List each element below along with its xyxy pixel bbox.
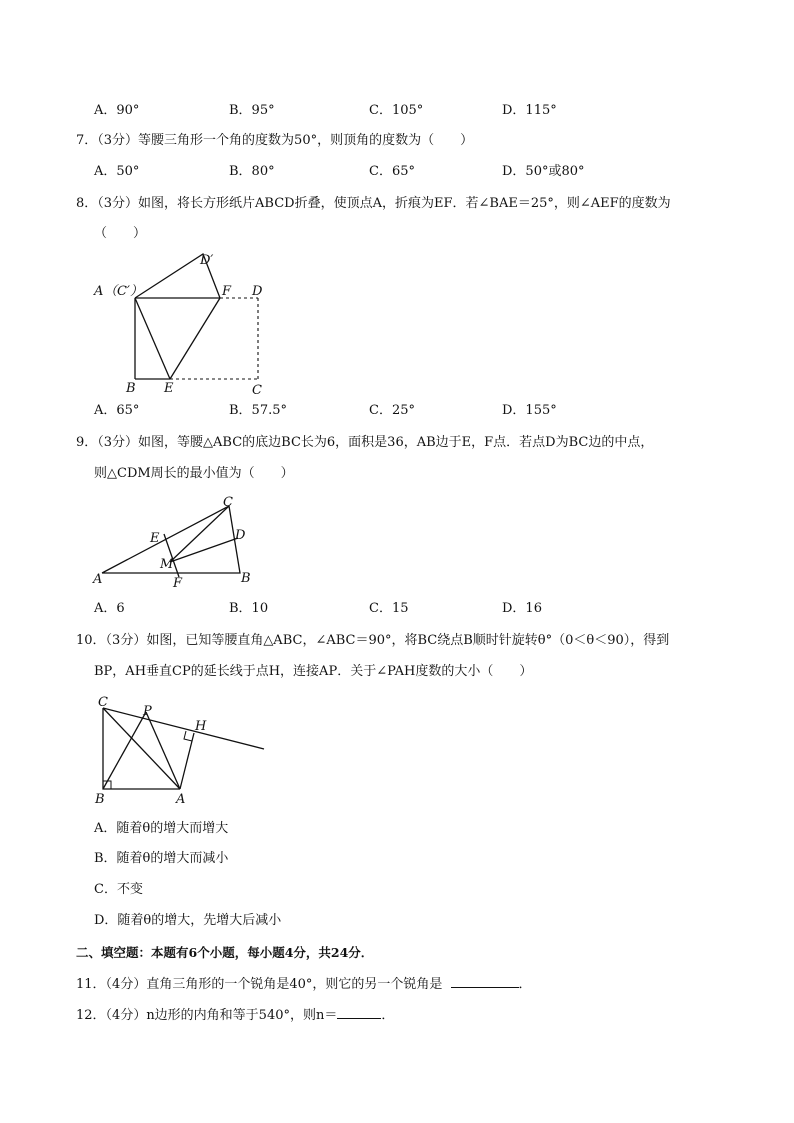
q8-label-d: D: [252, 284, 263, 299]
q8-stem-continued: （ ）: [94, 226, 147, 241]
q12-answer-blank[interactable]: [337, 1006, 381, 1019]
q10-label-p: P: [143, 704, 152, 719]
q9-stem: 9．（3分）如图，等腰△ABC的底边BC长为6，面积是36，AB边于E，F点．若点D为BC边的中点，: [76, 435, 654, 450]
q6-option-c: C．105°: [369, 103, 424, 118]
q9-label-d: D: [235, 528, 246, 543]
q10-label-h: H: [195, 719, 207, 734]
q10-option-b: B．随着θ的增大而减小: [94, 851, 229, 866]
q8-label-a: A: [94, 284, 104, 299]
q11-stem: 11．（4分）直角三角形的一个锐角是40°，则它的另一个锐角是: [76, 977, 443, 992]
q9-label-a: A: [93, 572, 103, 587]
q11-end: ．: [518, 977, 532, 992]
q10-stem-continued: BP，AH垂直CP的延长线于点H，连接AP．关于∠PAH度数的大小（ ）: [94, 664, 533, 679]
q9-label-b: B: [241, 571, 251, 586]
q8-label-e: E: [164, 381, 174, 396]
q9-option-d: D．16: [502, 601, 542, 616]
q9-figure: [90, 492, 260, 592]
q6-option-d: D．115°: [502, 103, 557, 118]
q7-option-d: D．50°或80°: [502, 164, 585, 179]
q9-option-c: C．15: [369, 601, 409, 616]
q7-option-b: B．80°: [229, 164, 275, 179]
q8-label-c-prime: （C′）: [104, 284, 143, 299]
q8-stem: 8．（3分）如图，将长方形纸片ABCD折叠，使顶点A，折痕为EF．若∠BAE＝25°，则∠AEF的度数为: [76, 196, 671, 211]
q8-option-a: A．65°: [94, 403, 140, 418]
q9-label-f: F: [173, 576, 183, 591]
q7-option-a: A．50°: [94, 164, 140, 179]
q10-label-a: A: [176, 792, 186, 807]
q7-option-c: C．65°: [369, 164, 415, 179]
q9-stem-continued: 则△CDM周长的最小值为（ ）: [94, 466, 294, 481]
q9-label-c: C: [223, 495, 233, 510]
q8-option-d: D．155°: [502, 403, 557, 418]
q6-option-a: A．90°: [94, 103, 140, 118]
q10-figure: [90, 690, 270, 810]
section-2-heading: 二、填空题：本题有6个小题，每小题4分，共24分．: [76, 945, 374, 960]
q10-option-c: C．不变: [94, 882, 143, 897]
q9-label-e: E: [150, 531, 160, 546]
q12-end: ．: [381, 1008, 395, 1023]
q8-label-d-prime: D′: [200, 253, 214, 268]
q8-figure: [90, 248, 280, 398]
q10-stem: 10．（3分）如图，已知等腰直角△ABC，∠ABC＝90°，将BC绕点B顺时针旋转θ°（0＜θ＜90），得到: [76, 633, 670, 648]
q11-answer-blank[interactable]: [451, 975, 519, 988]
q8-label-c: C: [252, 383, 262, 398]
q9-option-b: B．10: [229, 601, 269, 616]
q12-stem: 12．（4分）n边形的内角和等于540°，则n＝: [76, 1008, 338, 1023]
q8-option-b: B．57.5°: [229, 403, 287, 418]
q8-option-c: C．25°: [369, 403, 415, 418]
q8-label-f: F: [222, 284, 232, 299]
q10-option-d: D．随着θ的增大，先增大后减小: [94, 913, 282, 928]
q10-label-b: B: [95, 792, 105, 807]
q9-label-m: M: [160, 557, 174, 572]
q8-label-b: B: [126, 381, 136, 396]
q7-stem: 7．（3分）等腰三角形一个角的度数为50°，则顶角的度数为（ ）: [76, 133, 474, 148]
q10-option-a: A．随着θ的增大而增大: [94, 821, 229, 836]
q10-label-c: C: [98, 695, 108, 710]
q12-line: [76, 1006, 394, 1025]
q6-option-b: B．95°: [229, 103, 275, 118]
q9-option-a: A．6: [94, 601, 125, 616]
q11-line: [76, 975, 532, 994]
